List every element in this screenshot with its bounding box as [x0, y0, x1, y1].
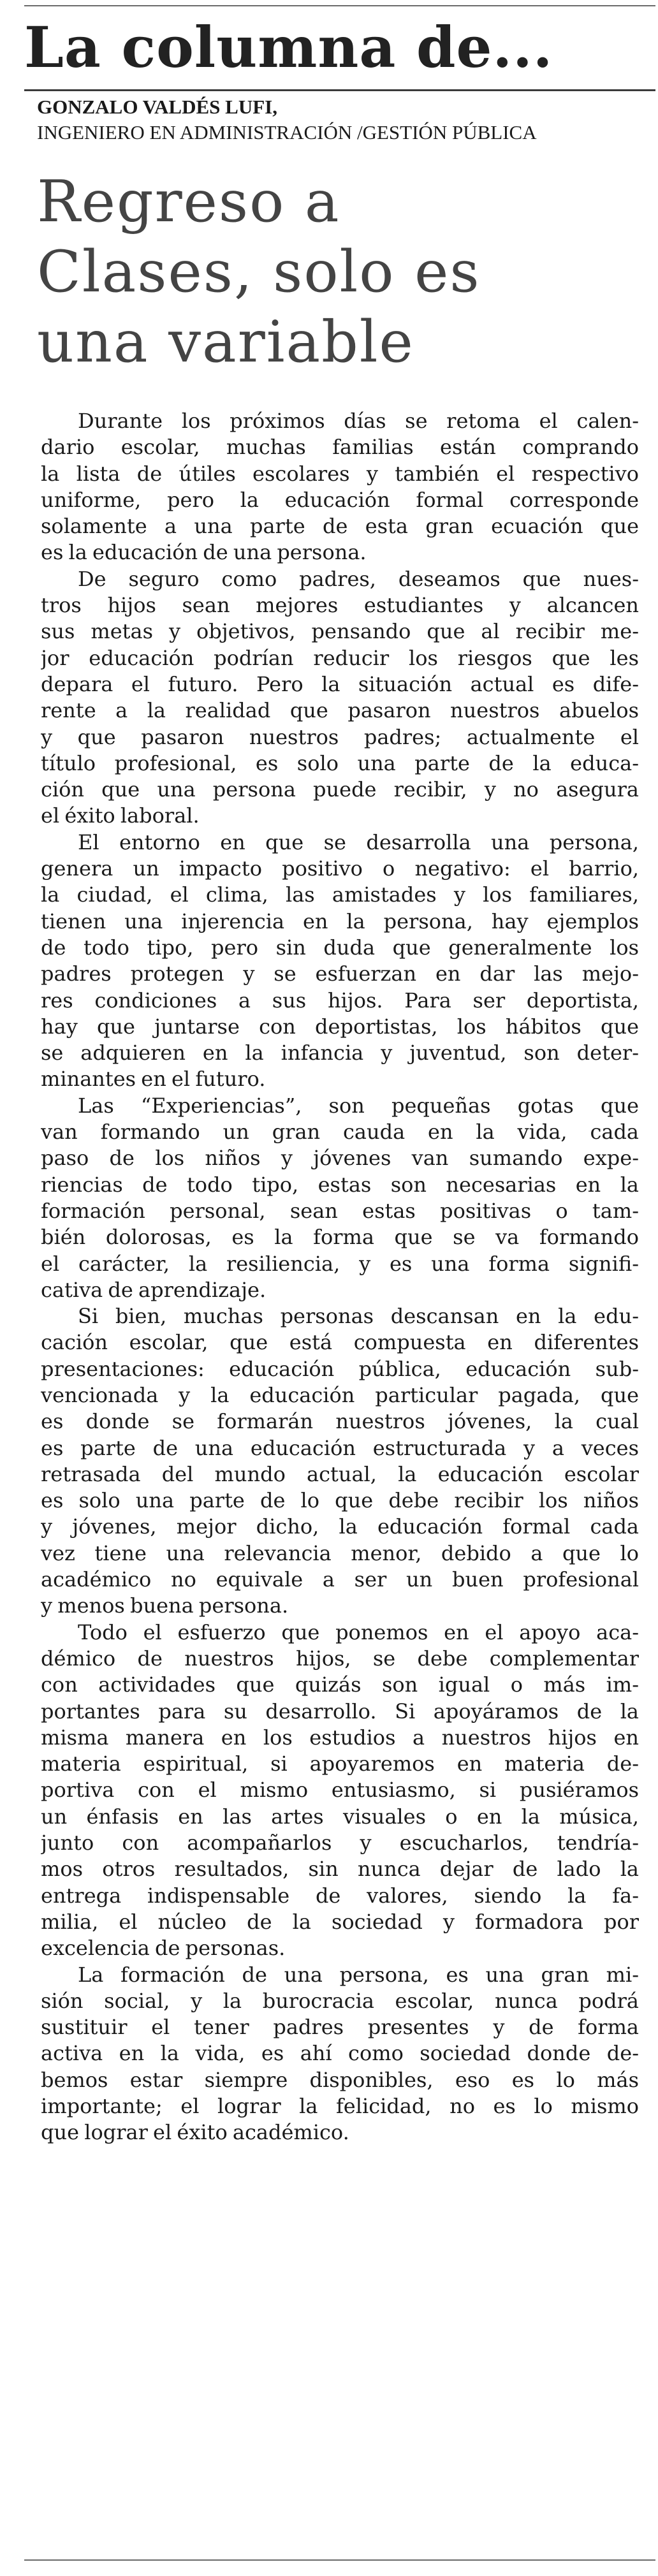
paragraph-line: un énfasis en las artes visuales o en la música, [41, 1804, 639, 1829]
paragraph-line: académico no equivale a ser un buen profesional [41, 1567, 639, 1592]
paragraph-line: mos otros resultados, sin nunca dejar de lado la [41, 1857, 639, 1882]
paragraph-line: excelencia de personas. [41, 1936, 286, 1961]
author-role: INGENIERO EN ADMINISTRACIÓN /GESTIÓN PÚBLICA [37, 121, 537, 143]
paragraph-line: res condiciones a sus hijos. Para ser deportista, [41, 988, 639, 1013]
paragraph-line: sus metas y objetivos, pensando que al recibir me- [41, 619, 639, 644]
article-headline [37, 167, 649, 377]
paragraph-line: La formación de una persona, es una gran mi- [78, 1962, 639, 1987]
paragraph-line: vez tiene una relevancia menor, debido a que lo [41, 1540, 639, 1565]
paragraph-line: materia espiritual, si apoyaremos en materia de- [41, 1752, 639, 1776]
paragraph-line: De seguro como padres, deseamos que nues- [78, 566, 639, 591]
paragraph-line: tienen una injerencia en la persona, hay ejemplos [41, 909, 639, 933]
paragraph-line: portiva con el mismo entusiasmo, si pusiéramos [41, 1778, 639, 1803]
paragraph-line: que lograr el éxito académico. [41, 2120, 349, 2145]
paragraph-line: la lista de útiles escolares y también el respectivo [41, 461, 639, 486]
article-paragraph [41, 1620, 639, 1962]
paragraph-line: depara el futuro. Pero la situación actual es dife- [41, 671, 639, 696]
headline-line: Regreso a [37, 168, 340, 235]
paragraph-line: van formando un gran cauda en la vida, cada [41, 1120, 639, 1145]
paragraph-line: importante; el lograr la felicidad, no es lo mismo [41, 2094, 639, 2118]
paragraph-line: presentaciones: educación pública, educación sub- [41, 1356, 639, 1381]
paragraph-line: paso de los niños y jóvenes van sumando expe- [41, 1146, 639, 1171]
paragraph-line: el éxito laboral. [41, 803, 200, 828]
paragraph-line: dario escolar, muchas familias están comprando [41, 435, 639, 460]
paragraph-line: rente a la realidad que pasaron nuestros abuelos [41, 698, 639, 723]
paragraph-line: uniforme, pero la educación formal corresponde [41, 487, 639, 512]
paragraph-line: cativa de aprendizaje. [41, 1277, 267, 1302]
header-divider [24, 89, 655, 91]
paragraph-line: es la educación de una persona. [41, 540, 367, 565]
paragraph-line: Si bien, muchas personas descansan en la edu- [78, 1304, 639, 1329]
paragraph-line: sión social, y la burocracia escolar, nunca podrá [41, 1988, 639, 2013]
paragraph-line: el carácter, la resiliencia, y es una forma signifi- [41, 1251, 639, 1276]
paragraph-line: entrega indispensable de valores, siendo la fa- [41, 1883, 639, 1908]
headline-line: Clases, solo es [37, 238, 481, 305]
paragraph-line: título profesional, es solo una parte de la educa- [41, 750, 639, 775]
paragraph-line: y jóvenes, mejor dicho, la educación formal cada [41, 1514, 639, 1539]
paragraph-line: la ciudad, el clima, las amistades y los familiares, [41, 882, 639, 907]
paragraph-line: Todo el esfuerzo que ponemos en el apoyo aca- [78, 1620, 639, 1644]
paragraph-line: genera un impacto positivo o negativo: el barrio, [41, 856, 639, 881]
paragraph-line: junto con acompañarlos y escucharlos, tendría- [41, 1831, 639, 1855]
paragraph-line: ción que una persona puede recibir, y no asegura [41, 777, 639, 802]
paragraph-line: misma manera en los estudios a nuestros hijos en [41, 1725, 639, 1750]
paragraph-line: vencionada y la educación particular pagada, que [41, 1382, 639, 1407]
article-paragraph [41, 408, 639, 566]
paragraph-line: milia, el núcleo de la sociedad y formadora por [41, 1909, 639, 1934]
paragraph-line: riencias de todo tipo, estas son necesarias en la [41, 1172, 639, 1197]
paragraph-line: minantes en el futuro. [41, 1067, 266, 1092]
article-paragraph [41, 1962, 639, 2146]
article-paragraph [41, 1303, 639, 1620]
paragraph-line: activa en la vida, es ahí como sociedad donde de- [41, 2041, 639, 2066]
paragraph-line: padres protegen y se esfuerzan en dar las mejo- [41, 962, 639, 986]
paragraph-line: démico de nuestros hijos, se debe complementar [41, 1646, 639, 1671]
paragraph-line: de todo tipo, pero sin duda que generalmente los [41, 935, 639, 960]
paragraph-line: y menos buena persona. [41, 1593, 289, 1618]
paragraph-line: El entorno en que se desarrolla una persona, [78, 830, 639, 854]
bottom-divider [24, 2559, 655, 2561]
headline-line: una variable [37, 309, 414, 376]
paragraph-line: Durante los próximos días se retoma el calen- [78, 409, 639, 433]
article-paragraph [41, 1093, 639, 1303]
paragraph-line: hay que juntarse con deportistas, los hábitos que [41, 1014, 639, 1039]
top-divider [24, 5, 655, 6]
paragraph-line: Las “Experiencias”, son pequeñas gotas que [78, 1093, 639, 1118]
paragraph-line: cación escolar, que está compuesta en diferentes [41, 1330, 639, 1355]
author-name: GONZALO VALDÉS LUFI, [37, 96, 277, 118]
paragraph-line: es donde se formarán nuestros jóvenes, la cual [41, 1409, 639, 1434]
paragraph-line: es solo una parte de lo que debe recibir los niños [41, 1488, 639, 1513]
column-header: La columna de... [24, 14, 553, 80]
paragraph-line: sustituir el tener padres presentes y de forma [41, 2015, 639, 2040]
paragraph-line: es parte de una educación estructurada y a veces [41, 1435, 639, 1460]
paragraph-line: se adquieren en la infancia y juventud, son deter- [41, 1041, 639, 1065]
article-paragraph [41, 830, 639, 1093]
paragraph-line: solamente a una parte de esta gran ecuación que [41, 514, 639, 539]
paragraph-line: tros hijos sean mejores estudiantes y alcancen [41, 593, 639, 618]
paragraph-line: con actividades que quizás son igual o más im- [41, 1672, 639, 1697]
paragraph-line: formación personal, sean estas positivas o tam- [41, 1198, 639, 1223]
paragraph-line: bemos estar siempre disponibles, eso es lo más [41, 2067, 639, 2092]
paragraph-line: jor educación podrían reducir los riesgos que les [41, 645, 639, 670]
paragraph-line: retrasada del mundo actual, la educación escolar [41, 1461, 639, 1486]
paragraph-line: y que pasaron nuestros padres; actualmente el [41, 724, 639, 749]
article-paragraph [41, 566, 639, 830]
paragraph-line: bién dolorosas, es la forma que se va formando [41, 1225, 639, 1250]
article-body [41, 408, 639, 2146]
paragraph-line: portantes para su desarrollo. Si apoyáramos de la [41, 1699, 639, 1723]
